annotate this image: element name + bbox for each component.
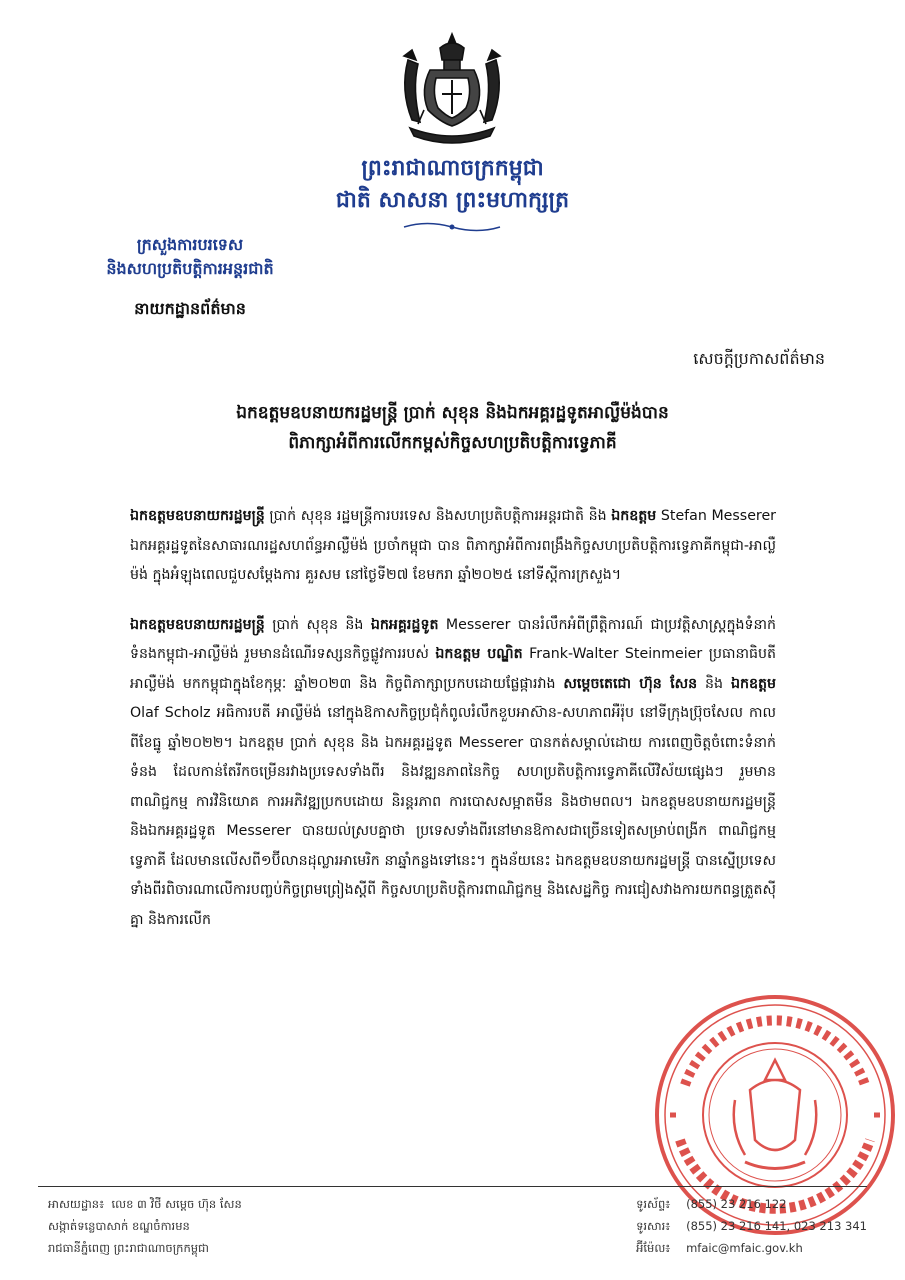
text: Frank-Walter Steinmeier ប្រធានាធិបតីអាល្លឺម៉ង់ មកកម្ពុជាក្នុងខែកុម្ភៈ ឆ្នាំ២០២៣ និង កិច្ចពិភាក្សាប្រកបដោយផ្លែផ្ការវាង: [130, 646, 776, 692]
address-line-2: សង្កាត់ទន្លេបាសាក់ ខណ្ឌចំការមន: [48, 1219, 190, 1233]
department-name: នាយកដ្ឋានព័ត៌មាន: [134, 299, 246, 318]
press-title: [0, 398, 905, 458]
text: និង: [697, 675, 731, 692]
ministry-line-1: ក្រសួងការបរទេស: [136, 235, 244, 254]
bold-text: ឯកឧត្តមឧបនាយករដ្ឋមន្ត្រី: [130, 616, 265, 633]
address-label: អាសយដ្ឋាន៖: [48, 1197, 105, 1211]
contact-block: [636, 1193, 867, 1259]
address-line-1: លេខ ៣ វិថី សម្តេច ហ៊ុន សែន: [111, 1197, 242, 1211]
address-block: [48, 1193, 242, 1259]
bold-text: ឯកឧត្តម: [730, 675, 776, 692]
paragraph-2: [130, 611, 776, 936]
bold-text: ឯកអគ្គរដ្ឋទូត: [370, 616, 439, 633]
ministry-line-2: និងសហប្រតិបត្តិការអន្តរជាតិ: [106, 259, 274, 278]
fax-number: (855) 23 216 141, 023 213 341: [686, 1219, 867, 1233]
press-body: [130, 502, 776, 955]
text: ប្រាក់ សុខុន រដ្ឋមន្ត្រីការបរទេស និងសហប្រតិបត្តិការអន្តរជាតិ និង: [264, 508, 612, 524]
paragraph-1: [130, 502, 776, 591]
address-line-3: រាជធានីភ្នំពេញ ព្រះរាជាណាចក្រកម្ពុជា: [48, 1241, 209, 1255]
text: Stefan Messerer ឯកអគ្គរដ្ឋទូតនៃសាធារណរដ្ឋសហព័ន្ធអាល្លឺម៉ង់ ប្រចាំកម្ពុជា បាន ពិភាក្សាអំពីការពង្រឹងកិច្ចសហប្រតិបត្តិការទ្វេភាគីកម្ពុជា-អាល្លឺម៉ង់ ក្នុងអំឡុងពេលជួបសម្តែងការ គួរសម នៅថ្ងៃទី២៧ ខែមករា ឆ្នាំ២០២៥ នៅទីស្តីការក្រសួង។: [130, 508, 777, 583]
bold-text: ឯកឧត្តម: [611, 508, 657, 524]
text: ប្រាក់ សុខុន និង: [264, 616, 371, 633]
email-label: អ៊ីម៉ែល៖: [636, 1241, 671, 1255]
ministry-name: [70, 233, 310, 281]
email-link[interactable]: mfaic@mfaic.gov.kh: [686, 1241, 803, 1255]
letterhead-footer: [38, 1186, 867, 1255]
phone-label: ទូរស័ព្ទ៖: [636, 1197, 671, 1211]
bold-text: ឯកឧត្តម បណ្ឌិត: [435, 646, 523, 662]
text: Messerer បានរំលឹកអំពីព្រឹត្តិការណ៍ ជាប្រវត្តិសាស្ត្រក្នុងទំនាក់ទំនងកម្ពុជា-អាល្លឺម៉ង់ រួមមានដំណើរទស្សនកិច្ចផ្លូវការរបស់: [130, 616, 777, 662]
text: Olaf Scholz អធិការបតី អាល្លឺម៉ង់ នៅក្នុងឱកាសកិច្ចប្រជុំកំពូលរំលឹកខួបអាស៊ាន-សហភាពអឺរ៉ុប នៅទីក្រុងប្រ៊ុចសែល កាល ពីខែធ្នូ ឆ្នាំ២០២២។ ឯកឧត្តម ប្រាក់ សុខុន និង ឯកអគ្គរដ្ឋទូត Messerer បានកត់សម្គាល់ដោយ ការពេញចិត្តចំពោះទំនាក់ទំនង ដែលកាន់តែរីកចម្រើនរវាងប្រទេសទាំងពីរ និងវឌ្ឍនភាពនៃកិច្ច សហប្រតិបត្តិការទ្វេភាគីលើវិស័យផ្សេងៗ រួមមាន ពាណិជ្ជកម្ម ការវិនិយោគ ការអភិវឌ្ឍប្រកបដោយ និរន្តរភាព ការបោសសម្អាតមីន និងថាមពល។ ឯកឧត្តមឧបនាយករដ្ឋមន្ត្រី និងឯកអគ្គរដ្ឋទូត Messerer បានយល់ស្របគ្នាថា ប្រទេសទាំងពីរនៅមានឱកាសជាច្រើនទៀតសម្រាប់ពង្រីក ពាណិជ្ជកម្មទ្វេភាគី ដែលមានលើសពី១ប៊ីលានដុល្លារអាមេរិក នាឆ្នាំកន្លងទៅនេះ។ ក្នុងន័យនេះ ឯកឧត្តមឧបនាយករដ្ឋមន្ត្រី បានស្នើប្រទេសទាំងពីរពិចារណាលើការបញ្ចប់កិច្ចព្រមព្រៀងស្តីពី កិច្ចសហប្រតិបត្តិការពាណិជ្ជកម្ម និងសេដ្ឋកិច្ច ការជៀសវាងការយកពន្ធត្រួតស៊ីគ្នា និងការលើក: [130, 705, 776, 928]
national-motto: ជាតិ សាសនា ព្រះមហាក្សត្រ: [335, 187, 570, 213]
phone-number: (855) 23 216 122: [686, 1197, 787, 1211]
fax-label: ទូរសារ៖: [636, 1219, 671, 1233]
title-line-2: ពិភាក្សាអំពីការលើកកម្ពស់កិច្ចសហប្រតិបត្តិការទ្វេភាគី: [288, 433, 617, 453]
bold-text: សម្តេចតេជោ ហ៊ុន សែន: [563, 675, 698, 692]
kingdom-name: ព្រះរាជាណាចក្រកម្ពុជា: [361, 155, 544, 181]
document-type: សេចក្តីប្រកាសព័ត៌មាន: [693, 349, 825, 368]
title-line-1: ឯកឧត្តមឧបនាយករដ្ឋមន្ត្រី ប្រាក់ សុខុន និងឯកអគ្គរដ្ឋទូតអាល្លឺម៉ង់បាន: [236, 403, 669, 423]
kingdom-heading: [0, 152, 905, 216]
divider-ornament-icon: [402, 220, 502, 234]
royal-arms-emblem-icon: [390, 30, 514, 148]
bold-text: ឯកឧត្តមឧបនាយករដ្ឋមន្ត្រី: [130, 508, 265, 524]
